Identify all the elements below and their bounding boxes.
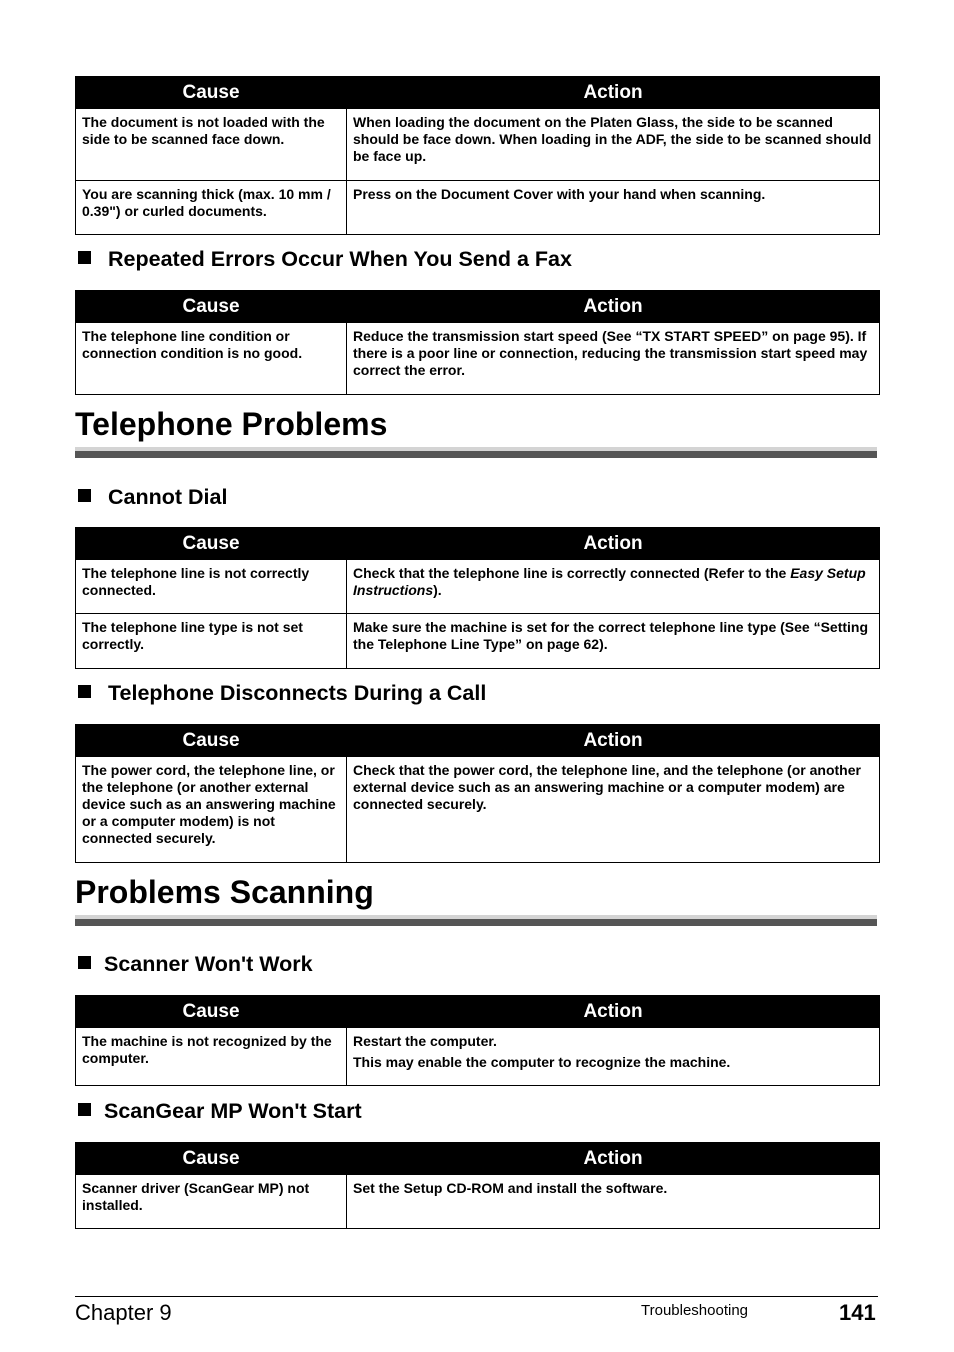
section-rule	[75, 451, 877, 458]
bullet-square-icon	[78, 251, 91, 264]
cause-header: Cause	[76, 528, 347, 560]
cause-cell: You are scanning thick (max. 10 mm / 0.39") or curled documents.	[76, 181, 347, 235]
subheading-telephone-disconnects: Telephone Disconnects During a Call	[78, 680, 486, 706]
table-row	[76, 181, 880, 235]
manual-title-reference: Easy Setup Instructions	[353, 565, 866, 598]
action-cell: Set the Setup CD-ROM and install the software.	[347, 1175, 880, 1229]
subheading-scanner-wont-work: Scanner Won't Work	[78, 951, 313, 977]
table-row	[76, 109, 880, 181]
scangear-table	[75, 1142, 880, 1229]
action-cell: Check that the telephone line is correctly connected (Refer to the Easy Setup Instructions).	[347, 560, 880, 614]
cause-cell: The power cord, the telephone line, or the telephone (or another external device such as an answering machine or a computer modem) is not connected securely.	[76, 757, 347, 863]
action-header: Action	[347, 1143, 880, 1175]
cause-cell: The machine is not recognized by the computer.	[76, 1028, 347, 1086]
disconnects-table	[75, 724, 880, 863]
action-cell: Press on the Document Cover with your hand when scanning.	[347, 181, 880, 235]
action-header: Action	[347, 996, 880, 1028]
cause-cell: The telephone line is not correctly connected.	[76, 560, 347, 614]
scanner-table	[75, 995, 880, 1086]
section-rule	[75, 919, 877, 926]
action-cell: Check that the power cord, the telephone line, and the telephone (or another external device such as an answering machine or a computer modem) are connected securely.	[347, 757, 880, 863]
page-reference-link[interactable]: “TX START SPEED” on page 95	[635, 328, 846, 344]
footer-chapter: Chapter 9	[75, 1300, 172, 1325]
scan-issues-table	[75, 76, 880, 235]
action-cell: When loading the document on the Platen Glass, the side to be scanned should be face down. When loading in the ADF, the side to be scanned should be face up.	[347, 109, 880, 181]
footer-rule	[75, 1296, 878, 1297]
action-cell: Reduce the transmission start speed (See “TX START SPEED” on page 95). If there is a poor line or connection, reducing the transmission start speed may correct the error.	[347, 323, 880, 395]
cause-header: Cause	[76, 1143, 347, 1175]
action-cell: Restart the computer. This may enable the computer to recognize the machine.	[347, 1028, 880, 1086]
subheading-fax-errors: Repeated Errors Occur When You Send a Fax	[78, 246, 572, 272]
table-row	[76, 1175, 880, 1229]
cause-header: Cause	[76, 291, 347, 323]
action-header: Action	[347, 291, 880, 323]
cause-header: Cause	[76, 725, 347, 757]
cause-cell: The telephone line type is not set correctly.	[76, 614, 347, 669]
table-row	[76, 614, 880, 669]
table-row	[76, 1028, 880, 1086]
bullet-square-icon	[78, 956, 91, 969]
table-row	[76, 323, 880, 395]
page-number: 141	[839, 1300, 876, 1325]
cannot-dial-table	[75, 527, 880, 669]
bullet-square-icon	[78, 489, 91, 502]
action-header: Action	[347, 528, 880, 560]
cause-cell: The document is not loaded with the side to be scanned face down.	[76, 109, 347, 181]
bullet-square-icon	[78, 1103, 91, 1116]
table-row	[76, 757, 880, 863]
table-row	[76, 560, 880, 614]
bullet-square-icon	[78, 685, 91, 698]
cause-header: Cause	[76, 996, 347, 1028]
cause-cell: Scanner driver (ScanGear MP) not installed.	[76, 1175, 347, 1229]
action-header: Action	[347, 77, 880, 109]
footer-section-name: Troubleshooting	[641, 1302, 749, 1319]
subheading-cannot-dial: Cannot Dial	[78, 484, 227, 510]
section-title-problems-scanning: Problems Scanning	[75, 874, 374, 910]
action-cell: Make sure the machine is set for the correct telephone line type (See “Setting the Telephone Line Type” on page 62).	[347, 614, 880, 669]
cause-header: Cause	[76, 77, 347, 109]
subheading-scangear-wont-start: ScanGear MP Won't Start	[78, 1098, 362, 1124]
action-header: Action	[347, 725, 880, 757]
cause-cell: The telephone line condition or connection condition is no good.	[76, 323, 347, 395]
fax-errors-table	[75, 290, 880, 395]
section-title-telephone-problems: Telephone Problems	[75, 406, 388, 442]
